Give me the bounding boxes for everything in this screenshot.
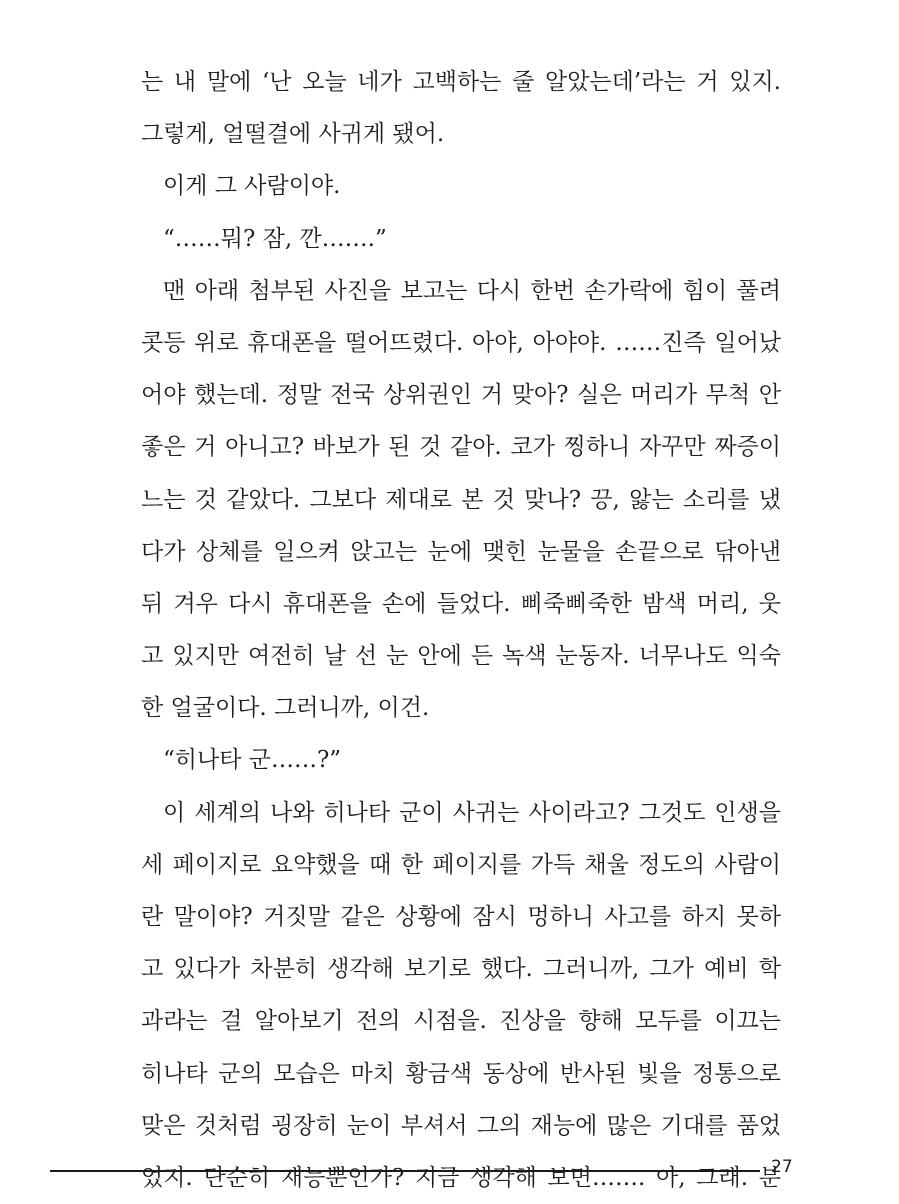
text-line: 었지. 단순히 재능뿐인가? 지금 생각해 보면……. 아, 그래. 분 (141, 1164, 781, 1191)
text-line: 맨 아래 첨부된 사진을 보고는 다시 한번 손가락에 힘이 풀려 (163, 277, 781, 304)
text-line: 는 내 말에 ‘난 오늘 네가 고백하는 줄 알았는데’라는 거 있지. (141, 69, 781, 95)
text-line: 좋은 거 아니고? 바보가 된 것 같아. 코가 찡하니 자꾸만 짜증이 (141, 434, 781, 461)
text-line: 한 얼굴이다. 그러니까, 이건. (141, 695, 430, 722)
text-line: 다가 상체를 일으켜 앉고는 눈에 맺힌 눈물을 손끝으로 닦아낸 (141, 538, 781, 565)
text-line: 고 있다가 차분히 생각해 보기로 했다. 그러니까, 그가 예비 학 (141, 956, 781, 983)
footer-rule (50, 1170, 760, 1172)
text-line: 고 있지만 여전히 날 선 눈 안에 든 녹색 눈동자. 너무나도 익숙 (141, 643, 781, 670)
text-line: 뒤 겨우 다시 휴대폰을 손에 들었다. 삐죽삐죽한 밤색 머리, 웃 (141, 590, 781, 617)
text-line: 맞은 것처럼 굉장히 눈이 부셔서 그의 재능에 많은 기대를 품었 (141, 1112, 781, 1139)
text-line: 히나타 군의 모습은 마치 황금색 동상에 반사된 빛을 정통으로 (141, 1060, 781, 1087)
text-line: 이게 그 사람이야. (163, 173, 341, 200)
text-line: 어야 했는데. 정말 전국 상위권인 거 맞아? 실은 머리가 무척 안 (141, 382, 781, 409)
text-line: 느는 것 같았다. 그보다 제대로 본 것 맞나? 끙, 앓는 소리를 냈 (141, 486, 781, 513)
text-line: “히나타 군……?” (163, 747, 342, 774)
text-line: 이 세계의 나와 히나타 군이 사귀는 사이라고? 그것도 인생을 (163, 799, 781, 826)
text-line: 과라는 걸 알아보기 전의 시점을. 진상을 향해 모두를 이끄는 (141, 1008, 781, 1035)
text-line: 세 페이지로 요약했을 때 한 페이지를 가득 채울 정도의 사람이 (141, 851, 781, 878)
page-number: 27 (771, 1157, 793, 1177)
text-line: “……뭐? 잠, 깐…….” (163, 225, 387, 252)
body-text (141, 56, 781, 1204)
text-line: 란 말이야? 거짓말 같은 상황에 잠시 멍하니 사고를 하지 못하 (141, 904, 781, 930)
text-line: 그렇게, 얼떨결에 사귀게 됐어. (141, 121, 445, 148)
text-line: 콧등 위로 휴대폰을 떨어뜨렸다. 아야, 아야야. ……진즉 일어났 (141, 329, 781, 356)
